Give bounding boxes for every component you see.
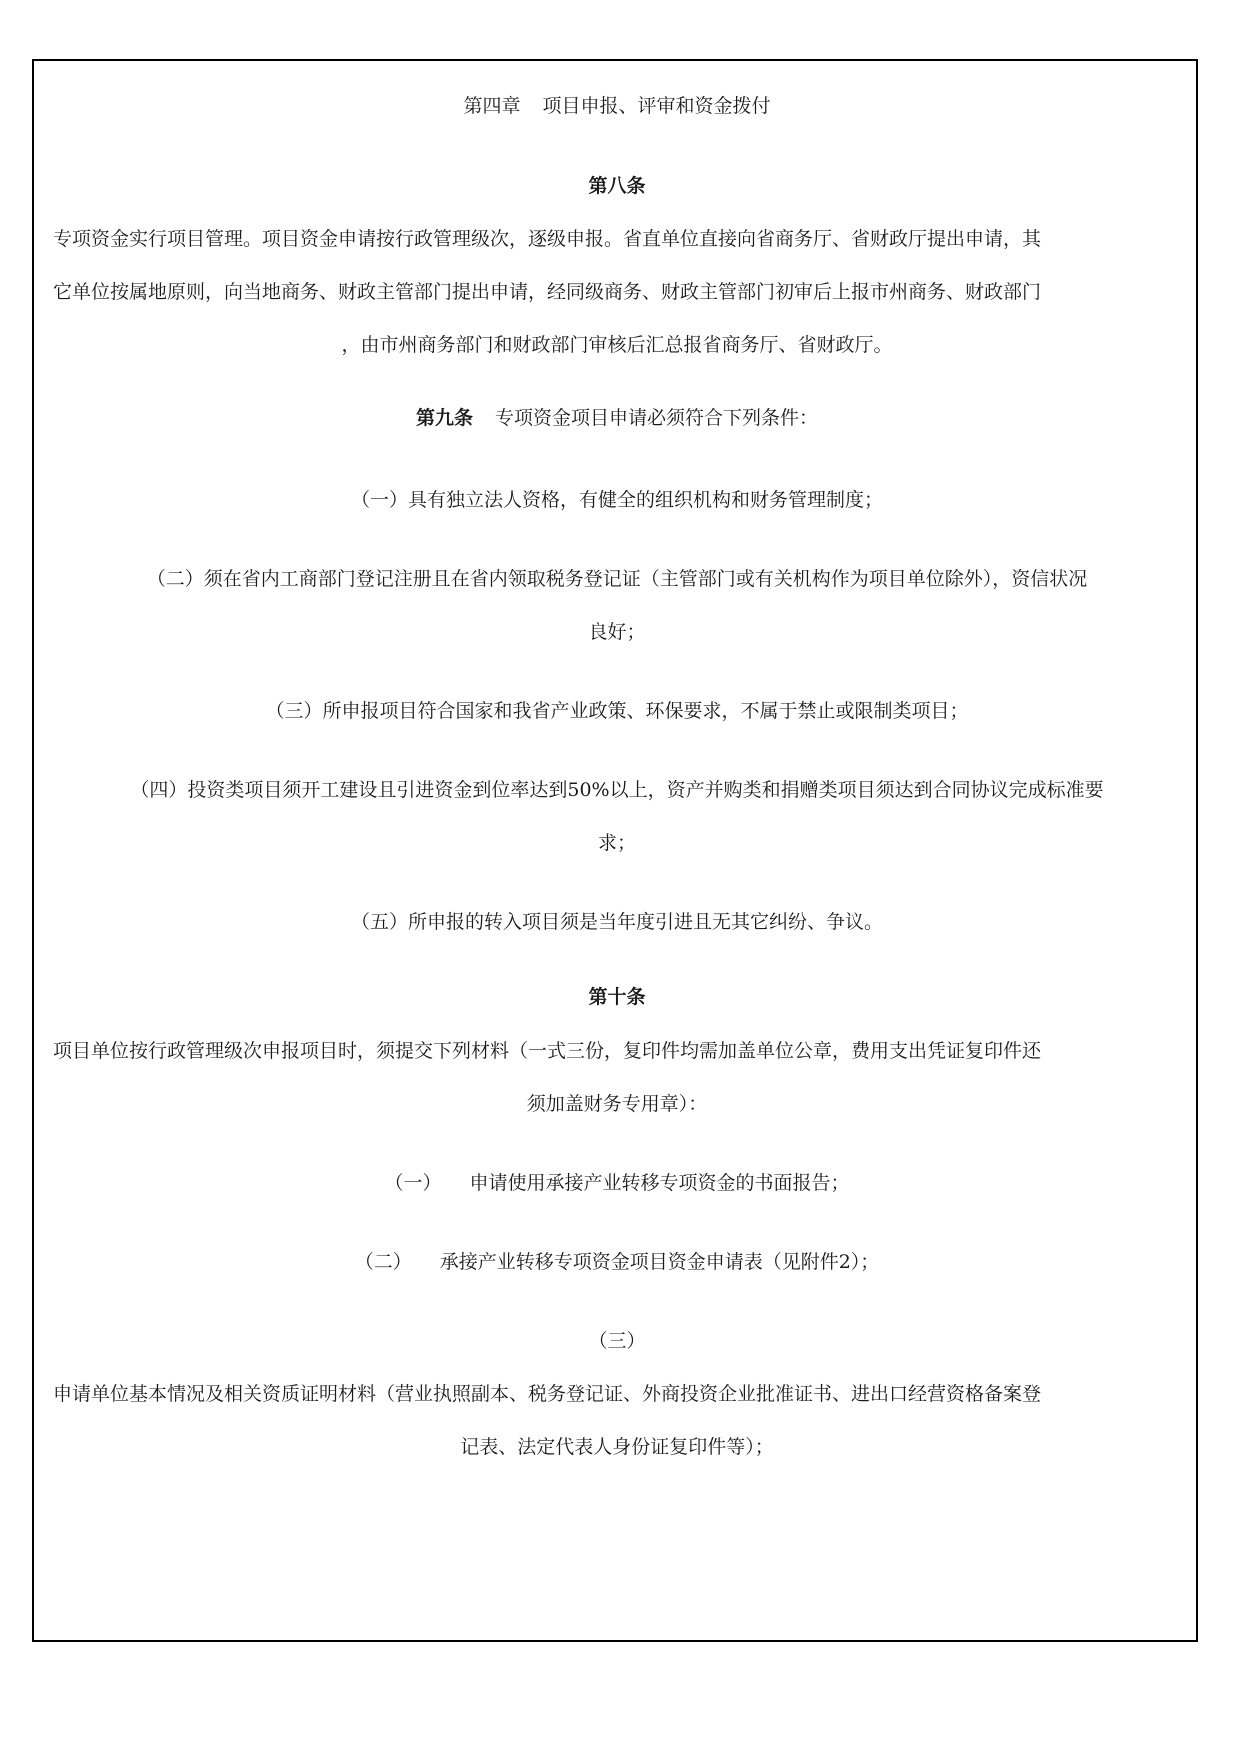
article9-item-4-line-2: 求； xyxy=(597,832,636,854)
article10-item-2 xyxy=(34,1249,1200,1275)
chapter-number: 第四章 xyxy=(463,95,521,117)
article10-heading: 第十条 xyxy=(588,986,646,1008)
article10-item-2-text: 承接产业转移专项资金项目资金申请表（见附件2）； xyxy=(439,1251,880,1273)
document-page xyxy=(32,59,1198,1642)
article9-item-5: （五）所申报的转入项目须是当年度引进且无其它纠纷、争议。 xyxy=(350,911,883,933)
article9-heading-line xyxy=(34,405,1200,431)
chapter-text: 项目申报、评审和资金拨付 xyxy=(542,95,771,117)
article10-item-2-num: （二） xyxy=(354,1251,412,1273)
article9-item-2-line-2: 良好； xyxy=(588,621,646,643)
article8-line-3: ，由市州商务部门和财政部门审核后汇总报省商务厅、省财政厅。 xyxy=(341,334,893,356)
article10-line-2: 须加盖财务专用章）： xyxy=(526,1093,708,1115)
article8-line-1: 专项资金实行项目管理。项目资金申请按行政管理级次，逐级申报。省直单位直接向省商务厅、省财政厅提出申请，其 xyxy=(53,228,1042,250)
article10-item-3-line-2: 记表、法定代表人身份证复印件等）； xyxy=(460,1436,774,1458)
chapter-title xyxy=(34,93,1200,119)
article8-line-2: 它单位按属地原则，向当地商务、财政主管部门提出申请，经同级商务、财政主管部门初审后上报市州商务、财政部门 xyxy=(53,281,1042,303)
article10-item-3-num: （三） xyxy=(588,1330,646,1352)
article9-item-4-line-1: （四）投资类项目须开工建设且引进资金到位率达到50%以上，资产并购类和捐赠类项目须达到合同协议完成标准要 xyxy=(130,779,1104,801)
article9-intro: 专项资金项目申请必须符合下列条件： xyxy=(495,407,819,429)
article9-item-3: （三）所申报项目符合国家和我省产业政策、环保要求，不属于禁止或限制类项目； xyxy=(265,700,969,722)
article9-item-1: （一）具有独立法人资格，有健全的组织机构和财务管理制度； xyxy=(350,489,883,511)
article10-item-1-num: （一） xyxy=(384,1172,442,1194)
article9-item-2-line-1: （二）须在省内工商部门登记注册且在省内领取税务登记证（主管部门或有关机构作为项目单位除外），资信状况 xyxy=(146,568,1088,590)
article9-heading: 第九条 xyxy=(415,407,473,429)
article10-item-1 xyxy=(34,1170,1200,1196)
article10-item-3-line-1: 申请单位基本情况及相关资质证明材料（营业执照副本、税务登记证、外商投资企业批准证书、进出口经营资格备案登 xyxy=(53,1383,1042,1405)
article10-item-1-text: 申请使用承接产业转移专项资金的书面报告； xyxy=(469,1172,850,1194)
article10-line-1: 项目单位按行政管理级次申报项目时，须提交下列材料（一式三份，复印件均需加盖单位公章，费用支出凭证复印件还 xyxy=(53,1040,1042,1062)
article8-heading: 第八条 xyxy=(588,175,646,197)
